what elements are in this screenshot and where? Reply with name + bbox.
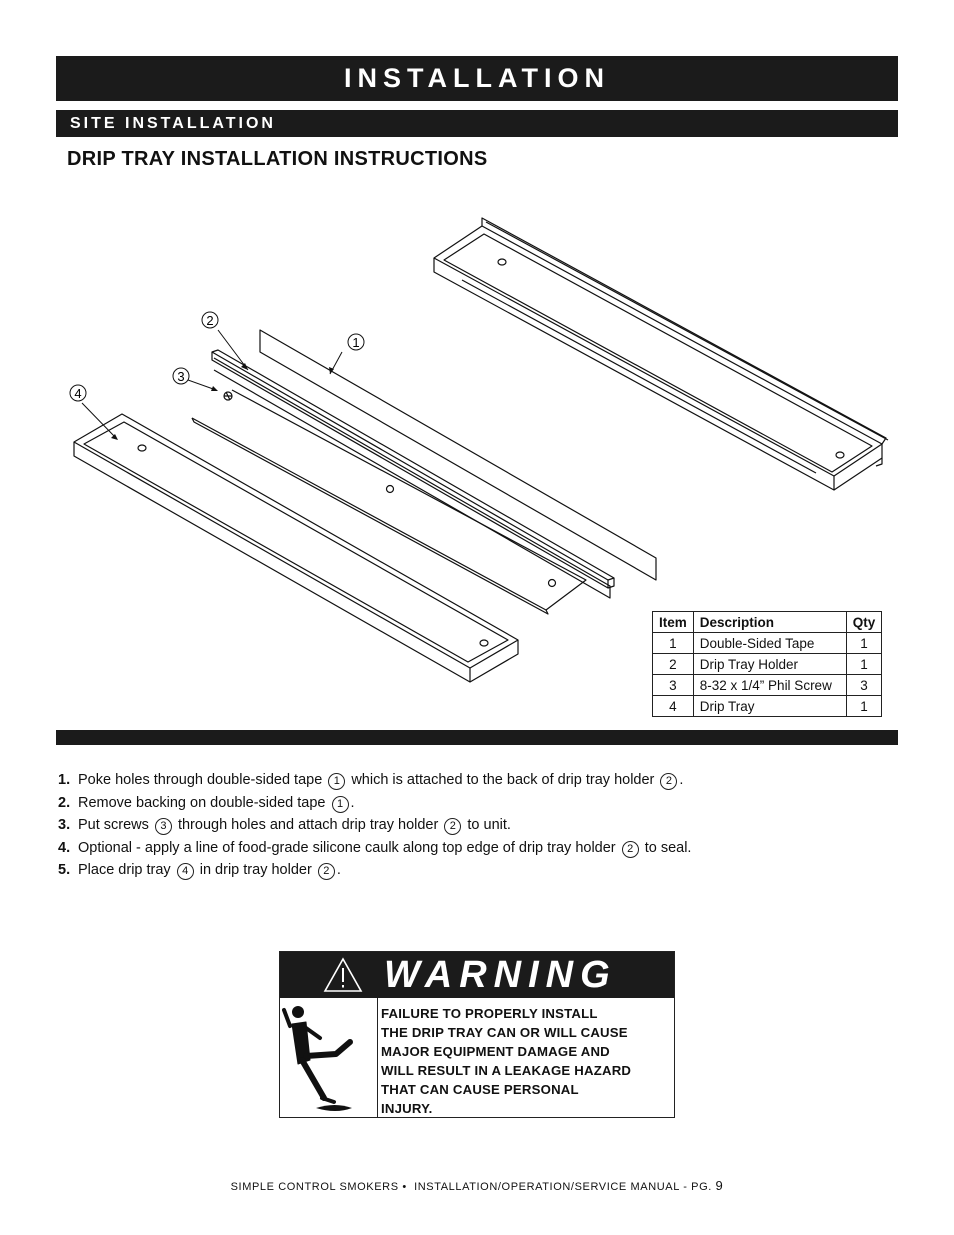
page-heading: DRIP TRAY INSTALLATION INSTRUCTIONS bbox=[67, 148, 488, 170]
cell-item: 2 bbox=[653, 654, 694, 675]
table-row bbox=[653, 654, 882, 675]
page-footer bbox=[0, 1178, 954, 1193]
section-title: INSTALLATION bbox=[344, 63, 610, 93]
warning-header bbox=[280, 952, 674, 998]
callout-3 bbox=[173, 368, 189, 384]
col-description: Description bbox=[693, 612, 846, 633]
callout-ref: 2 bbox=[660, 773, 677, 790]
slipping-person-icon bbox=[280, 998, 378, 1117]
step-number: 1. bbox=[58, 772, 71, 788]
cell-qty: 1 bbox=[846, 633, 882, 654]
cell-item: 4 bbox=[653, 696, 694, 717]
step-number: 4. bbox=[58, 839, 71, 856]
cell-item: 1 bbox=[653, 633, 694, 654]
warning-line: THE DRIP TRAY CAN OR WILL CAUSE bbox=[381, 1025, 628, 1040]
warning-title: WARNING bbox=[384, 954, 617, 996]
footer-sep: - bbox=[683, 1181, 688, 1193]
warning-line: FAILURE TO PROPERLY INSTALL bbox=[381, 1006, 598, 1021]
callout-ref: 4 bbox=[177, 863, 194, 880]
instruction-steps bbox=[58, 769, 691, 882]
page-number: 9 bbox=[715, 1178, 724, 1193]
callout-ref: 2 bbox=[318, 863, 335, 880]
step-text: . bbox=[350, 794, 355, 811]
step-text: . bbox=[336, 862, 341, 878]
divider-bar bbox=[56, 730, 898, 745]
step-text: Put screws bbox=[78, 817, 153, 833]
unit-rail-drawing bbox=[434, 218, 888, 490]
warning-message bbox=[381, 1004, 631, 1118]
footer-product: SIMPLE CONTROL SMOKERS bbox=[230, 1181, 399, 1193]
svg-text:1: 1 bbox=[352, 335, 360, 350]
svg-text:3: 3 bbox=[177, 369, 185, 384]
step-4 bbox=[58, 837, 691, 860]
double-sided-tape-drawing bbox=[260, 330, 656, 580]
step-text: Place drip tray bbox=[78, 862, 175, 878]
step-text: . bbox=[679, 772, 684, 788]
step-text: to seal. bbox=[640, 839, 692, 856]
table-row bbox=[653, 633, 882, 654]
cell-description: Drip Tray bbox=[693, 696, 846, 717]
step-number: 3. bbox=[58, 817, 71, 833]
callout-ref: 1 bbox=[332, 796, 349, 813]
cell-description: 8-32 x 1/4” Phil Screw bbox=[693, 675, 846, 696]
screw-drawing bbox=[224, 392, 232, 400]
callout-4 bbox=[70, 385, 86, 401]
warning-box bbox=[279, 951, 675, 1118]
drip-tray-drawing bbox=[74, 414, 518, 682]
cell-description: Double-Sided Tape bbox=[693, 633, 846, 654]
callout-ref: 1 bbox=[328, 773, 345, 790]
callout-1 bbox=[348, 334, 364, 350]
table-header-row bbox=[653, 612, 882, 633]
svg-text:4: 4 bbox=[74, 386, 82, 401]
step-text: in drip tray holder bbox=[195, 862, 316, 878]
callout-ref: 3 bbox=[155, 818, 172, 835]
subsection-title: SITE INSTALLATION bbox=[70, 114, 276, 132]
cell-qty: 3 bbox=[846, 675, 882, 696]
step-1 bbox=[58, 769, 691, 792]
col-item: Item bbox=[653, 612, 694, 633]
parts-table bbox=[652, 611, 882, 717]
cell-item: 3 bbox=[653, 675, 694, 696]
warning-line: INJURY. bbox=[381, 1101, 433, 1116]
step-2 bbox=[58, 792, 691, 815]
step-3 bbox=[58, 814, 691, 837]
step-text: through holes and attach drip tray holder bbox=[173, 817, 443, 833]
step-5 bbox=[58, 859, 691, 882]
callout-ref: 2 bbox=[622, 841, 639, 858]
callout-2 bbox=[202, 312, 218, 328]
step-text: Optional - apply a line of food-grade silicone caulk along top edge of drip tray holder bbox=[78, 839, 620, 856]
warning-triangle-icon bbox=[323, 957, 363, 993]
col-qty: Qty bbox=[846, 612, 882, 633]
table-row bbox=[653, 675, 882, 696]
step-number: 5. bbox=[58, 862, 71, 878]
cell-description: Drip Tray Holder bbox=[693, 654, 846, 675]
warning-line: THAT CAN CAUSE PERSONAL bbox=[381, 1082, 579, 1097]
warning-line: WILL RESULT IN A LEAKAGE HAZARD bbox=[381, 1063, 632, 1078]
section-title-bar bbox=[56, 56, 898, 101]
footer-manual: INSTALLATION/OPERATION/SERVICE MANUAL bbox=[414, 1181, 680, 1193]
footer-bullet: • bbox=[402, 1181, 407, 1193]
step-number: 2. bbox=[58, 794, 71, 811]
svg-text:2: 2 bbox=[206, 313, 214, 328]
step-text: Poke holes through double-sided tape bbox=[78, 772, 327, 788]
footer-pg-label: PG. bbox=[691, 1181, 712, 1193]
step-text: to unit. bbox=[463, 817, 511, 833]
step-text: which is attached to the back of drip tray holder bbox=[347, 772, 659, 788]
subsection-title-bar bbox=[56, 110, 898, 137]
cell-qty: 1 bbox=[846, 654, 882, 675]
table-row bbox=[653, 696, 882, 717]
warning-line: MAJOR EQUIPMENT DAMAGE AND bbox=[381, 1044, 610, 1059]
cell-qty: 1 bbox=[846, 696, 882, 717]
step-text: Remove backing on double-sided tape bbox=[78, 794, 330, 811]
callout-ref: 2 bbox=[444, 818, 461, 835]
